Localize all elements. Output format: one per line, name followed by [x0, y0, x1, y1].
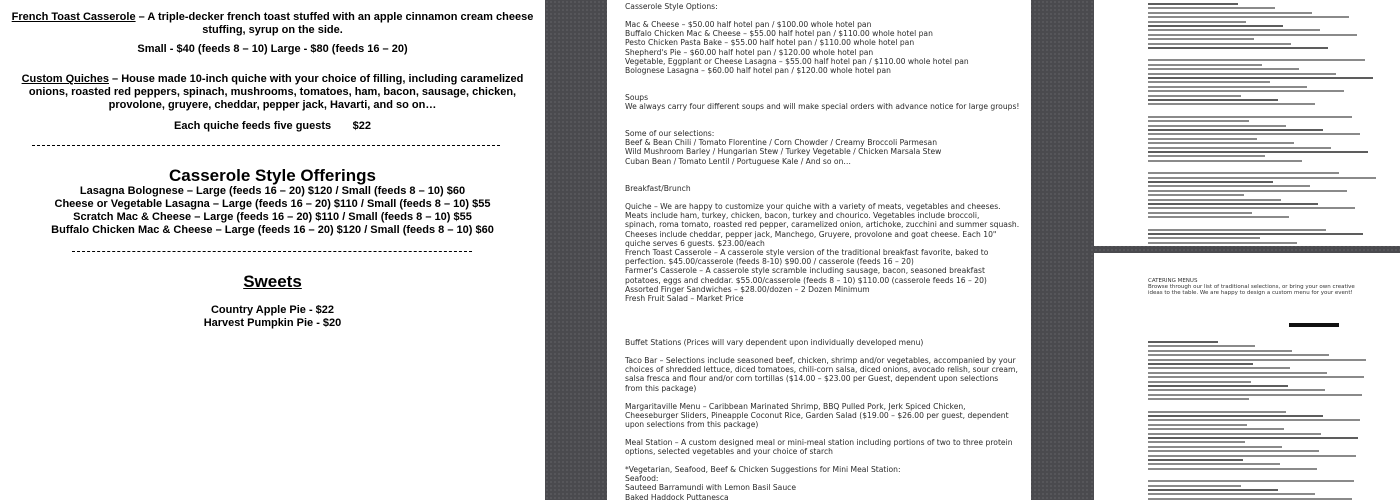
- thumbnail-line: [1148, 493, 1315, 495]
- thumbnail-line: [1148, 459, 1243, 461]
- quiches-line-2: onions, roasted red peppers, spinach, mushrooms, tomatoes, ham, bacon, sausage, chicken,: [28, 86, 517, 98]
- thumbnail-line: [1148, 446, 1282, 448]
- thumbnail-line: [1148, 7, 1275, 9]
- thumbnail-line: [1148, 38, 1254, 40]
- offering-item: Scratch Mac & Cheese – Large (feeds 16 – 20) $110 / Small (feeds 8 – 10) $55: [73, 211, 472, 223]
- taco-bar: [625, 356, 1020, 393]
- casserole-offerings-list: [0, 185, 545, 237]
- thumbnail-line: [1148, 21, 1246, 23]
- thumbnail-line: [1148, 212, 1252, 214]
- breakfast-line: Quiche – We are happy to customize your quiche with a variety of meats, vegetables and cheeses.: [625, 202, 1001, 211]
- casserole-desc-2: stuffing, syrup on the side.: [202, 24, 343, 36]
- thumbnail-line: [1148, 345, 1255, 347]
- list-item: Shepherd's Pie – $60.00 half hotel pan / $120.00 whole hotel pan: [625, 47, 874, 57]
- thumbnail-line: [1148, 64, 1262, 66]
- list-item: Mac & Cheese – $50.00 half hotel pan / $100.00 whole hotel pan: [625, 20, 872, 29]
- buffet-header: Buffet Stations (Prices will vary dependent upon individually developed menu): [625, 338, 924, 347]
- thumbnail-line: [1148, 77, 1373, 79]
- thumbnail-line: [1148, 411, 1286, 413]
- meal-station: [625, 438, 1020, 456]
- breakfast-header: Breakfast/Brunch: [625, 184, 691, 193]
- soups-line: Wild Mushroom Barley / Hungarian Stew / Turkey Vegetable / Chicken Marsala Stew: [625, 147, 942, 157]
- soups-description: We always carry four different soups and will make special orders with advance notice for large groups!: [625, 102, 1020, 112]
- thumbnail-line: [1148, 441, 1245, 443]
- thumbnail-line: [1148, 203, 1318, 205]
- thumbnail-line: [1148, 3, 1238, 5]
- thumbnail-line: [1148, 372, 1327, 374]
- thumbnail-line: [1148, 428, 1284, 430]
- thumbnail-line: [1148, 341, 1218, 343]
- thumbnail-line: [1148, 59, 1365, 61]
- thumbnail-subtitle: Browse through our list of traditional selections, or bring your own creative: [1148, 284, 1355, 290]
- thumbnail-line: [1148, 43, 1291, 45]
- quiches-pricing-value: $22: [352, 120, 371, 132]
- thumbnail-line: [1148, 437, 1358, 439]
- breakfast-line: quiche serves 6 guests. $23.00/each: [625, 238, 765, 248]
- casserole-options-list: [625, 20, 1020, 75]
- thumbnail-line: [1148, 485, 1241, 487]
- thumbnail-line: [1148, 172, 1339, 174]
- thumbnail-line: [1148, 229, 1326, 231]
- thumbnail-line: [1148, 450, 1319, 452]
- thumbnail-line: [1148, 73, 1336, 75]
- sweet-item: Country Apple Pie - $22: [210, 304, 335, 316]
- thumbnail-line: [1148, 350, 1292, 352]
- sweets-title: Sweets: [243, 272, 302, 291]
- thumbnail-line: [1148, 16, 1349, 18]
- thumbnail-line: [1148, 25, 1283, 27]
- thumbnail-line: [1148, 147, 1331, 149]
- soups-line: Beef & Bean Chili / Tomato Florentine / Corn Chowder / Creamy Broccoli Parmesan: [625, 138, 938, 148]
- mini-meal-line: Seafood:: [625, 474, 659, 484]
- thumbnail-line: [1148, 160, 1302, 162]
- thumbnail-line: [1148, 242, 1297, 244]
- margaritaville-line: Cheeseburger Sliders, Pineapple Coconut Rice, Garden Salad ($19.00 – $26.00 per guest, dependent: [625, 411, 1009, 421]
- thumbnail-line: [1148, 129, 1323, 131]
- offering-item: Lasagna Bolognese – Large (feeds 16 – 20) $120 / Small (feeds 8 – 10) $60: [79, 185, 466, 197]
- breakfast-line: Assorted Finger Sandwiches – $28.00/dozen – 2 Dozen Minimum: [625, 284, 870, 294]
- list-item: Pesto Chicken Pasta Bake – $55.00 half hotel pan / $110.00 whole hotel pan: [625, 38, 915, 48]
- breakfast-line: French Toast Casserole – A casserole style version of the traditional breakfast favorite, baked to: [625, 248, 989, 258]
- thumbnail-line: [1148, 68, 1299, 70]
- breakfast-line: perfection. $45.00/casserole (feeds 8-10) $90.00 / casserole (feeds 16 – 20): [625, 257, 914, 267]
- mini-meal-line: *Vegetarian, Seafood, Beef & Chicken Suggestions for Mini Meal Station:: [625, 465, 901, 474]
- taco-line: Taco Bar – Selections include seasoned beef, chicken, shrimp and/or vegetables, accompanied by your: [625, 356, 1016, 365]
- french-toast-casserole-item: [0, 11, 545, 37]
- casserole-offerings-title: Casserole Style Offerings: [169, 166, 376, 185]
- page-thumbnail-top[interactable]: [1094, 0, 1400, 246]
- thumbnail-line: [1148, 185, 1310, 187]
- thumbnail-line: [1148, 398, 1249, 400]
- margaritaville-menu: [625, 402, 1020, 430]
- thumbnail-logo-bar: [1289, 323, 1339, 327]
- thumbnail-line: [1148, 433, 1321, 435]
- thumbnail-line: [1148, 363, 1253, 365]
- list-item: Buffalo Chicken Mac & Cheese – $55.00 half hotel pan / $110.00 whole hotel pan: [625, 29, 933, 39]
- quiches-line-1: – House made 10-inch quiche with your choice of filling, including caramelized: [108, 73, 524, 85]
- thumbnail-line: [1148, 86, 1307, 88]
- breakfast-line: potatoes, eggs and cheddar. $55.00/casserole (feeds 8 – 10) $110.00 (casserole feeds 16 – 20): [625, 275, 987, 285]
- thumbnail-line: [1148, 120, 1249, 122]
- thumbnail-line: [1148, 138, 1257, 140]
- quiches-pricing: [0, 120, 545, 133]
- thumbnail-line: [1148, 90, 1344, 92]
- thumbnail-line: [1148, 155, 1265, 157]
- taco-line: salsa fresca and flour and/or corn tortillas ($14.00 – $23.00 per Guest, dependent upon selections: [625, 374, 999, 384]
- thumbnail-line: [1148, 103, 1315, 105]
- quiches-line-3: provolone, gruyere, cheddar, pepper jack, Havarti, and so on…: [108, 99, 437, 111]
- offering-item: Cheese or Vegetable Lasagna – Large (feeds 16 – 20) $110 / Small (feeds 8 – 10) $55: [54, 198, 491, 210]
- thumbnail-line: [1148, 498, 1352, 500]
- thumbnail-line: [1148, 237, 1260, 239]
- casserole-desc-1: – A triple-decker french toast stuffed with an apple cinnamon cream cheese: [135, 11, 534, 23]
- thumbnail-line: [1148, 95, 1241, 97]
- quiches-pricing-label: Each quiche feeds five guests: [174, 120, 332, 132]
- thumbnail-line: [1148, 489, 1278, 491]
- thumbnail-line: [1148, 468, 1317, 470]
- thumbnail-line: [1148, 367, 1290, 369]
- thumbnail-line: [1148, 424, 1247, 426]
- soups-header: Soups: [625, 93, 649, 102]
- offering-item: Buffalo Chicken Mac & Cheese – Large (feeds 16 – 20) $120 / Small (feeds 8 – 10) $60: [51, 224, 494, 236]
- thumbnail-line: [1148, 29, 1320, 31]
- soups-section: [625, 93, 1020, 111]
- sweets-list: [0, 304, 545, 330]
- thumbnail-line: [1148, 463, 1280, 465]
- thumbnail-line: [1148, 190, 1347, 192]
- custom-quiches-item: [0, 73, 545, 112]
- soups-selections: [625, 129, 1020, 166]
- mini-meal-line: Sauteed Barramundi with Lemon Basil Sauce: [625, 483, 796, 493]
- thumbnail-line: [1148, 99, 1278, 101]
- thumbnail-subtitle: ideas to the table. We are happy to design a custom menu for your event!: [1148, 290, 1353, 296]
- thumbnail-line: [1148, 194, 1244, 196]
- breakfast-line: Fresh Fruit Salad – Market Price: [625, 294, 744, 304]
- meal-station-line: Meal Station – A custom designed meal or mini-meal station including portions of two to three protein: [625, 438, 1013, 447]
- menu-page-middle[interactable]: [607, 0, 1031, 500]
- menu-document-left: [0, 0, 545, 500]
- sweet-item: Harvest Pumpkin Pie - $20: [203, 317, 342, 329]
- thumbnail-line: [1148, 207, 1355, 209]
- divider-dashed-2: [72, 251, 472, 252]
- thumbnail-line: [1148, 133, 1360, 135]
- thumbnail-line: [1148, 480, 1354, 482]
- thumbnail-line: [1148, 419, 1360, 421]
- casserole-name: French Toast Casserole: [11, 11, 136, 23]
- soups-selections-label: Some of our selections:: [625, 129, 715, 138]
- thumbnail-line: [1148, 181, 1273, 183]
- thumbnail-line: [1148, 389, 1325, 391]
- thumbnail-title: CATERING MENUS: [1148, 278, 1198, 284]
- thumbnail-line: [1148, 81, 1270, 83]
- divider-dashed-1: [32, 145, 500, 146]
- casserole-options-header: Casserole Style Options:: [625, 2, 718, 11]
- margaritaville-line: Margaritaville Menu – Caribbean Marinated Shrimp, BBQ Pulled Pork, Jerk Spiced Chicken,: [625, 402, 966, 411]
- taco-line: choices of shredded lettuce, diced tomatoes, chili-corn salsa, diced onions, avocado relish, sour cream,: [625, 365, 1018, 375]
- breakfast-line: Meats include ham, turkey, chicken, bacon, turkey and chourico. Vegetables include broccoli,: [625, 211, 980, 221]
- thumbnail-line: [1148, 354, 1329, 356]
- thumbnail-line: [1148, 12, 1312, 14]
- casserole-pricing: Small - $40 (feeds 8 – 10) Large - $80 (feeds 16 – 20): [137, 43, 408, 55]
- thumbnail-line: [1148, 47, 1328, 49]
- thumbnail-line: [1148, 359, 1366, 361]
- thumbnail-line: [1148, 376, 1364, 378]
- meal-station-line: options, selected vegetables and your choice of starch: [625, 447, 833, 457]
- thumbnail-line: [1148, 394, 1362, 396]
- margaritaville-line: upon selections from this package): [625, 420, 759, 430]
- soups-line: Cuban Bean / Tomato Lentil / Portuguese Kale / And so on…: [625, 156, 851, 166]
- breakfast-line: Cheeses include cheddar, pepper jack, Manchego, Gruyere, provolone and goat cheese. Each 10": [625, 229, 997, 239]
- list-item: Bolognese Lasagna – $60.00 half hotel pan / $120.00 whole hotel pan: [625, 66, 891, 76]
- thumbnail-line: [1148, 216, 1289, 218]
- breakfast-list: [625, 202, 1020, 303]
- thumbnail-line: [1148, 177, 1376, 179]
- quiches-name: Custom Quiches: [21, 73, 109, 85]
- thumbnail-line: [1148, 455, 1356, 457]
- thumbnail-line: [1148, 116, 1352, 118]
- taco-line: from this package): [625, 383, 697, 393]
- thumbnail-line: [1148, 385, 1288, 387]
- thumbnail-line: [1148, 199, 1281, 201]
- thumbnail-line: [1148, 142, 1294, 144]
- page-thumbnail-bottom[interactable]: [1094, 253, 1400, 500]
- list-item: Vegetable, Eggplant or Cheese Lasagna – $55.00 half hotel pan / $110.00 whole hotel pan: [625, 56, 969, 66]
- thumbnail-line: [1148, 34, 1357, 36]
- thumbnail-line: [1148, 381, 1251, 383]
- thumbnail-line: [1148, 125, 1286, 127]
- breakfast-line: spinach, roma tomato, roasted red pepper, caramelized onion, artichoke, zucchini and summer squash.: [625, 220, 1020, 230]
- thumbnail-line: [1148, 415, 1323, 417]
- mini-meal-suggestions: [625, 465, 1020, 500]
- breakfast-line: Farmer's Casserole – A casserole style scramble including sausage, bacon, seasoned breakfast: [625, 266, 985, 276]
- thumbnail-line: [1148, 233, 1363, 235]
- mini-meal-line: Baked Haddock Puttanesca: [625, 492, 729, 500]
- thumbnail-line: [1148, 151, 1368, 153]
